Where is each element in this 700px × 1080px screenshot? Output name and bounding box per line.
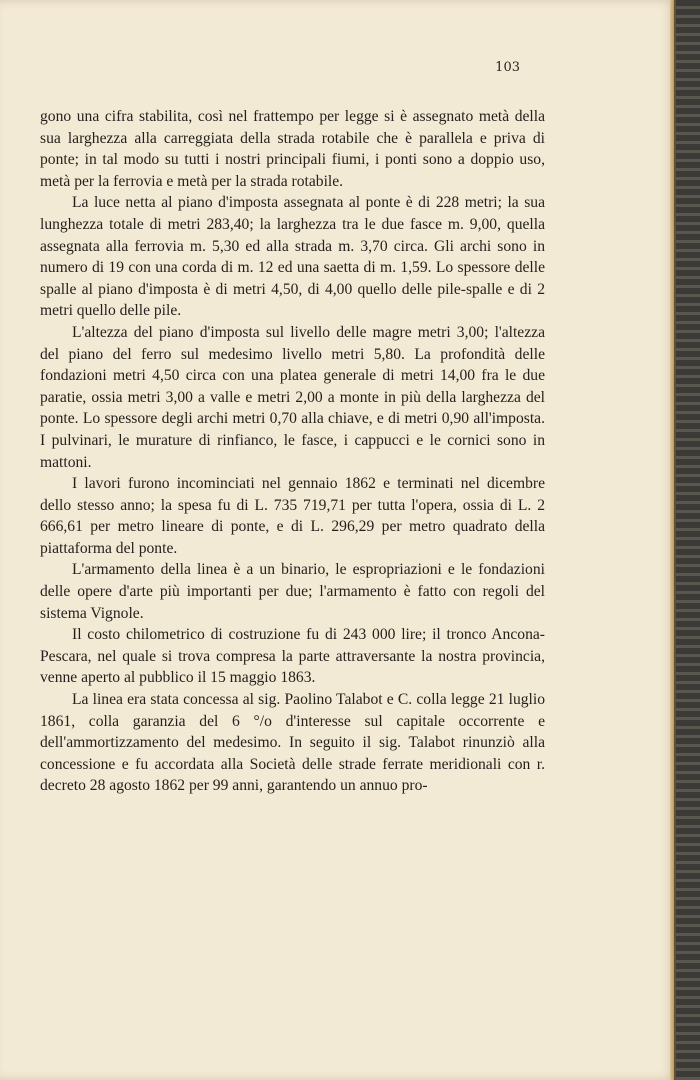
paragraph: Il costo chilometrico di costruzione fu di 243 000 lire; il tronco Ancona-Pescara, nel quale si trova compresa la parte attraversante la nostra provincia, venne aperto al pubblico il 15 maggio 1863. — [40, 626, 545, 687]
paragraph: L'armamento della linea è a un binario, le espropriazioni e le fondazioni delle opere d'arte più importanti per due; l'armamento è fatto con regoli del sistema Vignole. — [40, 561, 545, 622]
paragraph: La linea era stata concessa al sig. Paolino Talabot e C. colla legge 21 luglio 1861, colla garanzia del 6 °/o d'interesse sul capitale occorrente e dell'ammortizzamento del medesimo. In seguito il sig. Talabot rinunziò alla concessione e fu accordata alla Società delle strade ferrate meridionali con r. decreto 28 agosto 1862 per 99 anni, garantendo un annuo pro- — [40, 691, 545, 795]
paragraph: La luce netta al piano d'imposta assegnata al ponte è di 228 metri; la sua lunghezza totale di metri 283,40; la larghezza tra le due fasce m. 9,00, quella assegnata alla ferrovia m. 5,30 ed alla strada m. 3,70 circa. Gli archi sono in numero di 19 con una corda di m. 12 ed una saetta di m. 1,59. Lo spessore delle spalle al piano d'imposta è di metri 4,50, di 4,00 quello delle pile-spalle e di 2 metri quello delle pile. — [40, 194, 545, 320]
book-spine — [674, 0, 700, 1080]
body-text — [40, 106, 545, 797]
paragraph: I lavori furono incominciati nel gennaio 1862 e terminati nel dicembre dello stesso anno; la spesa fu di L. 735 719,71 per tutta l'opera, ossia di L. 2 666,61 per metro lineare di ponte, e di L. 296,29 per metro quadrato della piattaforma del ponte. — [40, 475, 545, 557]
paragraph: L'altezza del piano d'imposta sul livello delle magre metri 3,00; l'altezza del piano del ferro sul medesimo livello metri 5,80. La profondità delle fondazioni metri 4,50 circa con una platea generale di metri 14,00 fra le due paratie, ossia metri 3,00 a valle e metri 2,00 a monte in più della larghezza del ponte. Lo spessore degli archi metri 0,70 alla chiave, e di metri 0,90 all'imposta. I pulvinari, le murature di rinfianco, le fasce, i cappucci e le cornici sono in mattoni. — [40, 323, 545, 471]
page-number: 103 — [495, 60, 520, 75]
paragraph: gono una cifra stabilita, così nel frattempo per legge si è assegnato metà della sua larghezza alla carreggiata della strada rotabile che è parallela e priva di ponte; in tal modo su tutti i nostri principali fiumi, i ponti sono a doppio uso, metà per la ferrovia e metà per la strada rotabile. — [40, 108, 545, 190]
